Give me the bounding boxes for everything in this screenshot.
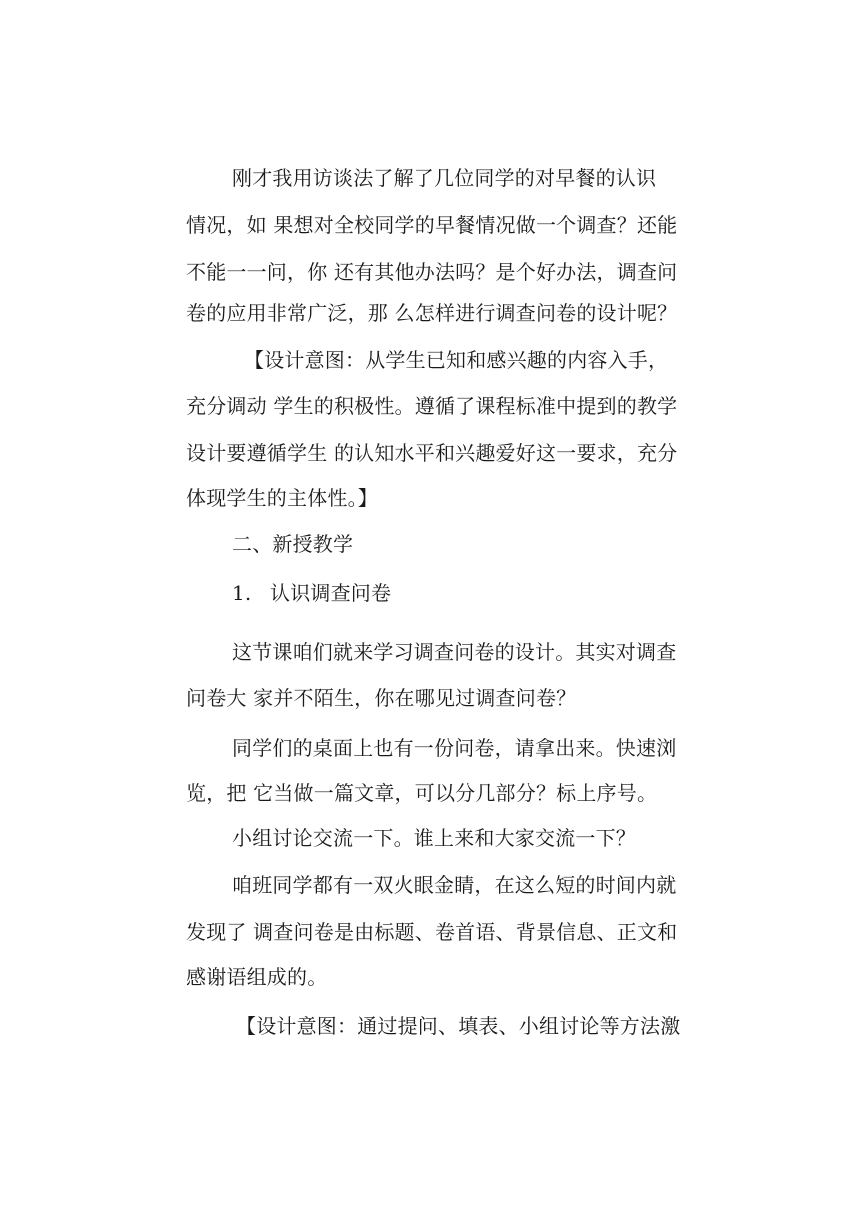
paragraph-line: 咱班同学都有一双火眼金睛，在这么短的时间内就 [232, 873, 677, 897]
paragraph-line: 同学们的桌面上也有一份问卷，请拿出来。快速浏 [232, 736, 677, 760]
paragraph-line: 卷的应用非常广泛，那 么怎样进行调查问卷的设计呢？ [186, 301, 678, 325]
subsection-title: 认识调查问卷 [270, 581, 392, 605]
subsection-number: 1. [232, 581, 252, 605]
paragraph-line: 感谢语组成的。 [186, 965, 328, 989]
design-intent-line: 充分调动 学生的积极性。遵循了课程标准中提到的教学 [186, 394, 678, 418]
paragraph-line: 小组讨论交流一下。谁上来和大家交流一下？ [232, 826, 636, 850]
paragraph-line: 刚才我用访谈法了解了几位同学的对早餐的认识 [232, 166, 657, 190]
subsection-heading [232, 581, 391, 605]
design-intent-line: 体现学生的主体性。】 [186, 486, 378, 510]
design-intent-line: 【设计意图：从学生已知和感兴趣的内容入手， [244, 348, 669, 372]
paragraph-line: 发现了 调查问卷是由标题、卷首语、背景信息、正文和 [186, 920, 678, 944]
paragraph-line: 问卷大 家并不陌生，你在哪见过调查问卷？ [186, 686, 577, 710]
paragraph-line: 这节课咱们就来学习调查问卷的设计。其实对调查 [232, 640, 677, 664]
design-intent-line: 设计要遵循学生 的认知水平和兴趣爱好这一要求，充分 [186, 441, 678, 465]
paragraph-line: 不能一一问，你 还有其他办法吗？是个好办法，调查问 [186, 260, 678, 284]
paragraph-line: 情况，如 果想对全校同学的早餐情况做一个调查？还能 [186, 213, 678, 237]
paragraph-line: 览，把 它当做一篇文章，可以分几部分？标上序号。 [186, 781, 658, 805]
design-intent-line: 【设计意图：通过提问、填表、小组讨论等方法激 [236, 1014, 681, 1038]
section-heading: 二、新授教学 [232, 532, 354, 556]
